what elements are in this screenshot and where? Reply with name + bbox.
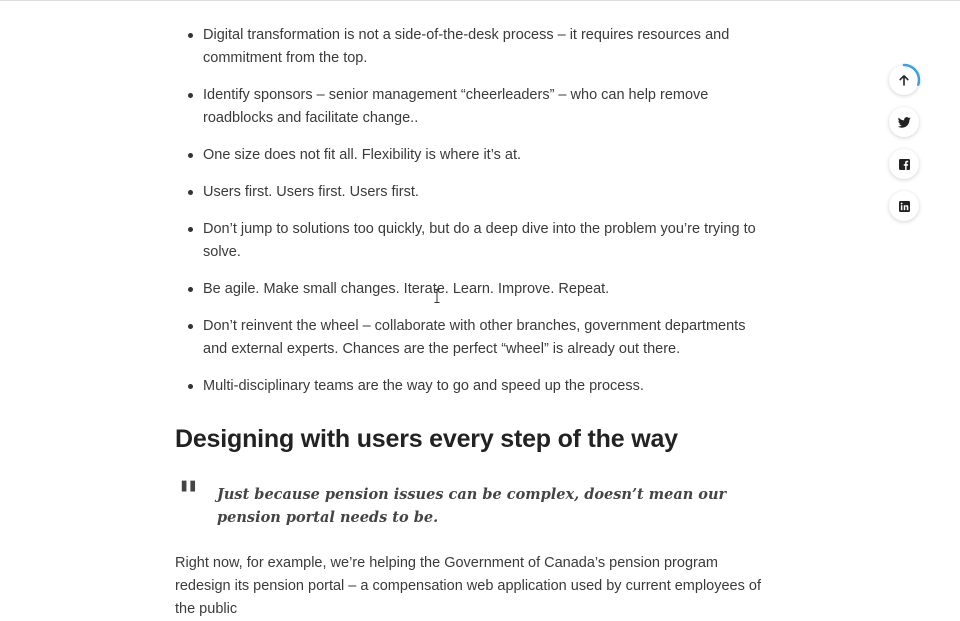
pull-quote (175, 473, 765, 529)
list-item (175, 24, 765, 70)
list-item (175, 218, 765, 264)
pull-quote-text: Just because pension issues can be complex, doesn’t mean our pension portal needs to be. (217, 486, 727, 526)
list-item-text: Identify sponsors – senior management “cheerleaders” – who can help remove roadblocks and facilitate change.. (203, 87, 709, 126)
bullet-icon (188, 93, 193, 98)
twitter-icon (898, 117, 911, 128)
list-item (175, 315, 765, 361)
list-item (175, 144, 765, 167)
bullet-icon (188, 153, 193, 158)
share-linkedin-button[interactable] (889, 191, 919, 221)
list-item-text: Multi-disciplinary teams are the way to go and speed up the process. (203, 378, 644, 394)
bullet-icon (188, 227, 193, 232)
takeaways-list (175, 24, 765, 412)
body-paragraph: Right now, for example, we’re helping the Government of Canada’s pension program redesign its pension portal – a compensation web application used by current employees of the public (175, 555, 761, 617)
list-item-text: Don’t reinvent the wheel – collaborate with other branches, government departments and external experts. Chances are the perfect “wheel” is already out there. (203, 318, 746, 357)
list-item-text: Digital transformation is not a side-of-the-desk process – it requires resources and commitment from the top. (203, 27, 730, 66)
bullet-icon (188, 324, 193, 329)
bullet-icon (188, 190, 193, 195)
share-twitter-button[interactable] (889, 107, 919, 137)
list-item (175, 181, 765, 204)
back-to-top-button[interactable] (889, 65, 919, 95)
list-item-text: One size does not fit all. Flexibility is where it’s at. (203, 147, 522, 163)
facebook-icon (899, 159, 910, 170)
list-item (175, 375, 765, 398)
bullet-icon (188, 33, 193, 38)
section-heading: Designing with users every step of the way (175, 425, 678, 453)
list-item-text: Users first. Users first. Users first. (203, 184, 419, 200)
bullet-icon (188, 384, 193, 389)
list-item-text: Don’t jump to solutions too quickly, but do a deep dive into the problem you’re trying to solve. (203, 221, 756, 260)
list-item-text: Be agile. Make small changes. Iterate. Learn. Improve. Repeat. (203, 281, 610, 297)
share-rail (889, 65, 921, 233)
bullet-icon (188, 287, 193, 292)
list-item (175, 84, 765, 130)
quote-mark-icon: " (178, 473, 199, 520)
list-item (175, 278, 765, 301)
linkedin-icon (899, 201, 910, 212)
text-cursor-icon (434, 289, 440, 303)
scroll-progress-ring (887, 63, 921, 97)
share-facebook-button[interactable] (889, 149, 919, 179)
